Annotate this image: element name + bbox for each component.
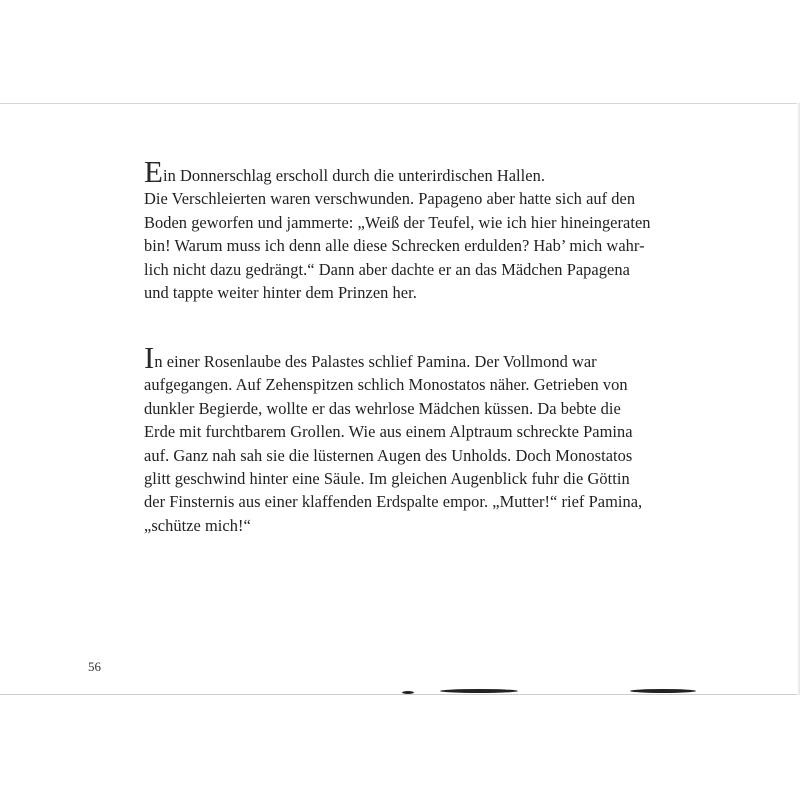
drop-cap: E <box>144 154 163 189</box>
text-line: Die Verschleierten waren verschwunden. Papageno aber hatte sich auf den <box>144 189 636 209</box>
text-line: aufgegangen. Auf Zehenspitzen schlich Monostatos näher. Getrieben von <box>144 375 628 395</box>
text-line: In einer Rosenlaube des Palastes schlief Pamina. Der Vollmond war <box>144 340 597 375</box>
text-line: auf. Ganz nah sah sie die lüsternen Augen des Unholds. Doch Monostatos <box>144 445 633 465</box>
text-line: glitt geschwind hinter eine Säule. Im gleichen Augenblick fuhr die Göttin <box>144 469 630 489</box>
text-line: und tappte weiter hinter dem Prinzen her. <box>144 283 417 303</box>
text-line: der Finsternis aus einer klaffenden Erdspalte empor. „Mutter!“ rief Pamina, <box>144 492 643 512</box>
text-line: dunkler Begierde, wollte er das wehrlose Mädchen küssen. Da bebte die <box>144 398 621 418</box>
drop-cap: I <box>144 340 155 375</box>
text-line: „schütze mich!“ <box>144 515 251 535</box>
scan-artifact <box>440 689 518 693</box>
text-line: lich nicht dazu gedrängt.“ Dann aber dachte er an das Mädchen Papagena <box>144 259 630 279</box>
text-line: Boden geworfen und jammerte: „Weiß der Teufel, wie ich hier hineingeraten <box>144 212 651 232</box>
scan-artifact <box>402 691 414 694</box>
page-number: 56 <box>88 659 101 674</box>
text-line: bin! Warum muss ich denn alle diese Schrecken erdulden? Hab’ mich wahr- <box>144 236 645 256</box>
paragraph-2 <box>144 340 724 537</box>
paragraph-1 <box>144 154 724 304</box>
scan-artifact <box>630 689 696 693</box>
text-line: Ein Donnerschlag erscholl durch die unterirdischen Hallen. <box>144 154 545 189</box>
text-line: Erde mit furchtbarem Grollen. Wie aus einem Alptraum schreckte Pamina <box>144 422 633 442</box>
